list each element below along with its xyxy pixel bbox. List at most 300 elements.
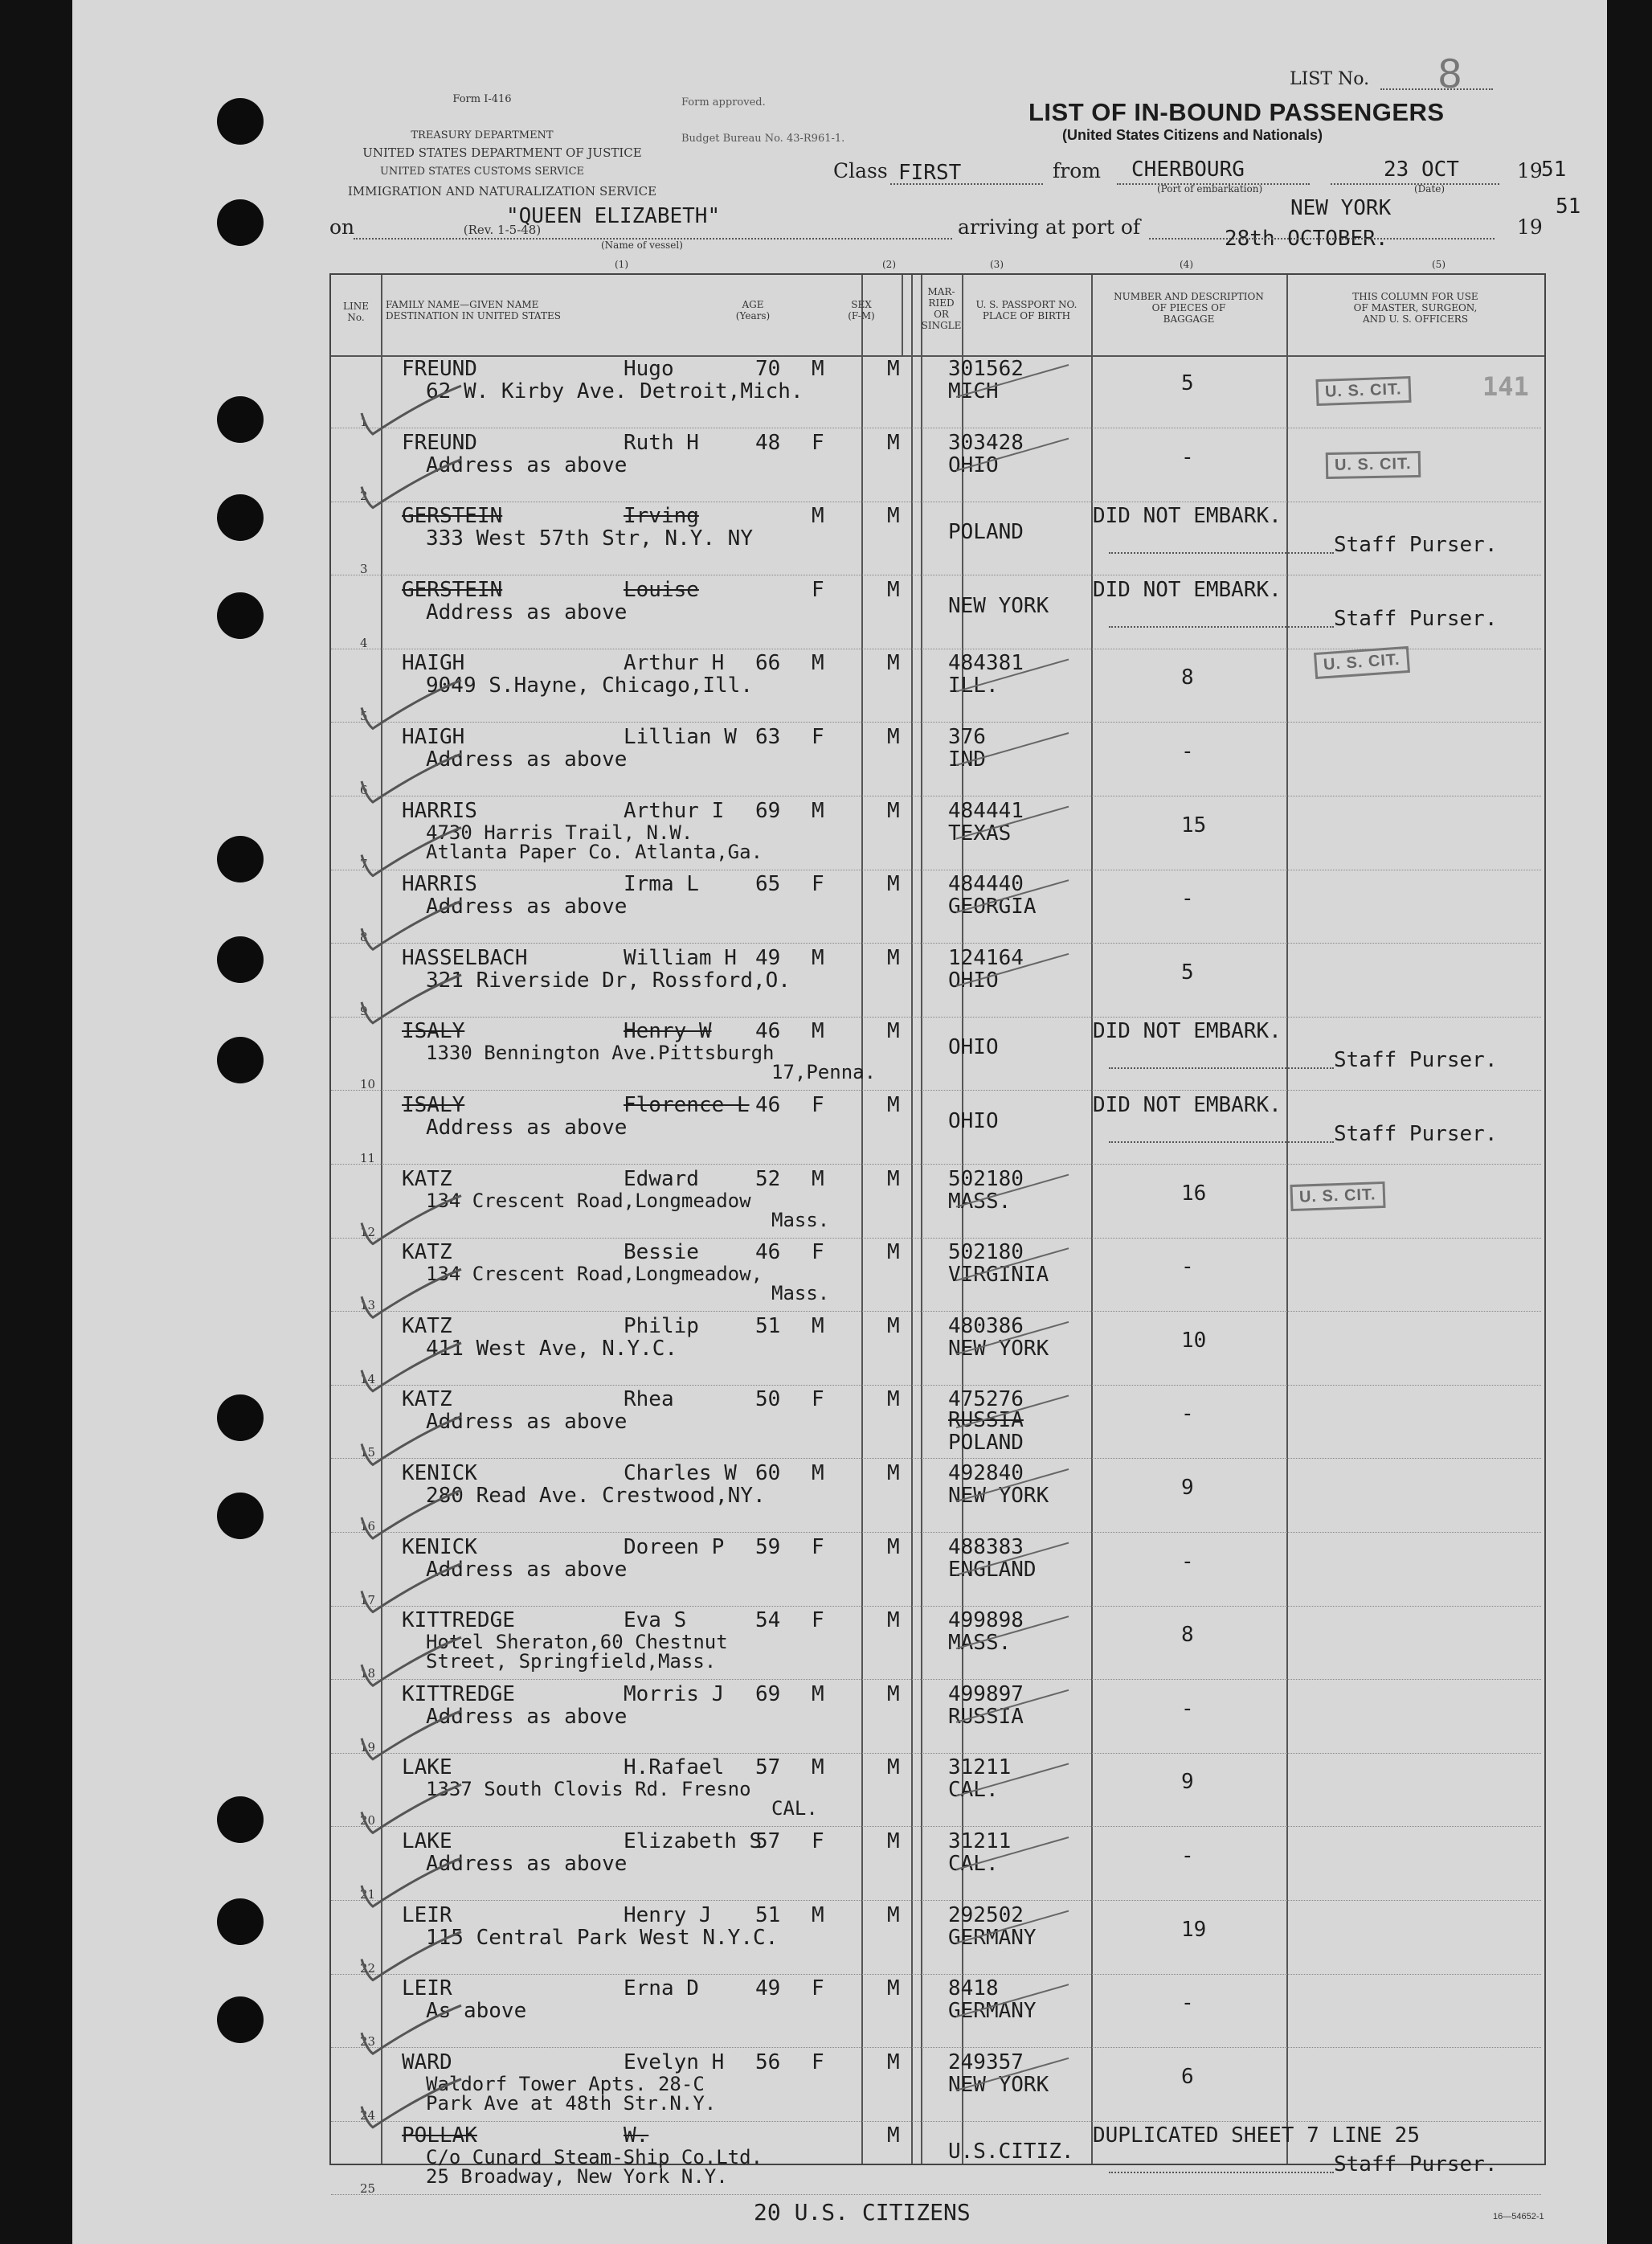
passenger-sex: M (812, 1313, 824, 1338)
line-number: 20 (360, 1813, 376, 1828)
passport-check-mark (956, 365, 1069, 397)
customs-label: UNITED STATES CUSTOMS SERVICE (379, 166, 585, 178)
list-no-label: LIST No. (1290, 69, 1370, 89)
passport-check-mark (956, 1395, 1069, 1427)
baggage-count: 15 (1181, 813, 1207, 837)
date-caption: (Date) (1414, 183, 1446, 195)
passport-number: 499897 (948, 1681, 1024, 1706)
destination-address: Park Ave at 48th Str.N.Y. (426, 2091, 717, 2115)
passenger-given-name: Florence L (624, 1093, 750, 1117)
col-num-5: (5) (1432, 259, 1446, 270)
passenger-given-name: Arthur H (624, 651, 725, 676)
passenger-married: M (887, 651, 900, 676)
passenger-married: M (887, 577, 900, 602)
passenger-surname: KATZ (402, 1313, 452, 1338)
passport-check-mark (956, 1763, 1069, 1796)
passenger-surname: GERSTEIN (402, 504, 503, 529)
check-mark (362, 1932, 461, 1980)
passenger-married: M (887, 1313, 900, 1338)
passenger-given-name: Arthur I (624, 798, 725, 823)
check-mark (362, 1196, 461, 1244)
check-mark (362, 460, 461, 508)
passenger-sex: F (812, 1829, 824, 1853)
passenger-given-name: Eva S (624, 1608, 687, 1633)
passport-check-mark (956, 733, 1069, 765)
passenger-age: 59 (755, 1534, 781, 1559)
passenger-given-name: Philip (624, 1313, 699, 1338)
destination-address: 411 West Ave, N.Y.C. (426, 1336, 678, 1361)
line-number: 13 (360, 1298, 376, 1313)
check-mark (362, 1784, 461, 1832)
destination-address: Address as above (426, 1410, 628, 1435)
col-header-sex: SEX (F-M) (848, 299, 875, 321)
staff-purser-signature: Staff Purser. (1334, 1048, 1498, 1073)
passport-check-mark (956, 880, 1069, 912)
line-number: 23 (360, 2034, 376, 2049)
passenger-sex: M (812, 1681, 824, 1706)
baggage-count: - (1181, 887, 1194, 911)
passenger-given-name: Lillian W (624, 725, 737, 749)
passport-check-mark (956, 439, 1069, 471)
passenger-married: M (887, 872, 900, 897)
birth-place: GERMANY (948, 1999, 1037, 2024)
arrival-port: NEW YORK (1290, 196, 1392, 220)
passenger-given-name: Ruth H (624, 430, 699, 455)
passenger-surname: KENICK (402, 1534, 477, 1559)
check-mark (362, 680, 461, 728)
passport-number: 124164 (948, 945, 1024, 970)
destination-address: Address as above (426, 1852, 628, 1876)
year-prefix: 19 (1517, 159, 1543, 182)
birth-place: OHIO (948, 1035, 999, 1060)
birth-place: U.S.CITIZ. (948, 2140, 1074, 2164)
passenger-surname: FREUND (402, 357, 477, 381)
form-number: Form I-416 (452, 93, 512, 105)
birth-place: NEW YORK (948, 2072, 1049, 2097)
passenger-surname: KATZ (402, 1387, 452, 1412)
passenger-married: M (887, 1534, 900, 1559)
destination-address: 321 Riverside Dr, Rossford,O. (426, 968, 791, 993)
birth-place: RUSSIA (948, 1704, 1024, 1729)
embark-note: DID NOT EMBARK. (1093, 504, 1282, 529)
passenger-married: M (887, 1093, 900, 1117)
passenger-married: M (887, 357, 900, 381)
check-mark (362, 1269, 461, 1317)
line-number: 24 (360, 2107, 376, 2123)
birth-place: GERMANY (948, 1925, 1037, 1950)
birth-place: MASS. (948, 1189, 1012, 1214)
birth-place: NEW YORK (948, 1484, 1049, 1508)
passenger-married: M (887, 1240, 900, 1265)
passenger-age: 50 (755, 1387, 781, 1412)
birth-place: NEW YORK (948, 593, 1049, 618)
baggage-count: 8 (1181, 665, 1194, 690)
embark-note: DUPLICATED SHEET 7 LINE 25 (1093, 2123, 1420, 2148)
list-title: LIST OF IN-BOUND PASSENGERS (1028, 98, 1445, 126)
check-mark (362, 901, 461, 949)
passenger-married: M (887, 2049, 900, 2074)
baggage-count: - (1181, 1991, 1194, 2016)
check-mark (362, 2005, 461, 2054)
passenger-sex: F (812, 577, 824, 602)
destination-address: Atlanta Paper Co. Atlanta,Ga. (426, 840, 763, 863)
birth-place: NEW YORK (948, 1336, 1049, 1361)
passport-number: 301562 (948, 357, 1024, 381)
passenger-age: 51 (755, 1313, 781, 1338)
destination-address: 17,Penna. (771, 1061, 877, 1084)
passenger-given-name: Elizabeth S (624, 1829, 763, 1853)
passenger-surname: HAIGH (402, 725, 465, 749)
passenger-age: 60 (755, 1461, 781, 1485)
passenger-age: 69 (755, 798, 781, 823)
passport-number: 484440 (948, 872, 1024, 897)
destination-address: CAL. (771, 1797, 818, 1820)
destination-address: Address as above (426, 1704, 628, 1729)
passenger-age: 52 (755, 1166, 781, 1191)
passenger-surname: WARD (402, 2049, 452, 2074)
birth-place-struck: RUSSIA (948, 1408, 1024, 1433)
birth-place: IND (948, 747, 986, 772)
passenger-sex: F (812, 2049, 824, 2074)
arrival-date: 28th OCTOBER. (1225, 227, 1388, 251)
birth-place: GEORGIA (948, 895, 1037, 919)
passport-number: 31211 (948, 1755, 1012, 1780)
total-citizens: 20 U.S. CITIZENS (754, 2199, 971, 2226)
check-mark (362, 1637, 461, 1685)
passenger-age: 63 (755, 725, 781, 749)
passport-check-mark (956, 659, 1069, 691)
passenger-sex: F (812, 430, 824, 455)
passenger-surname: LAKE (402, 1755, 452, 1780)
passenger-sex: M (812, 1166, 824, 1191)
passenger-given-name: H.Rafael (624, 1755, 725, 1780)
destination-address: 134 Crescent Road,Longmeadow (426, 1189, 751, 1212)
col-header-name: FAMILY NAME—GIVEN NAME DESTINATION IN UNITED STATES (386, 299, 561, 321)
budget-bureau-line: Budget Bureau No. 43-R961-1. (681, 133, 845, 145)
baggage-count: - (1181, 444, 1194, 469)
from-label: from (1053, 159, 1101, 182)
passport-number: 502180 (948, 1240, 1024, 1265)
year-value: 51 (1541, 158, 1567, 182)
vessel-name: "QUEEN ELIZABETH" (506, 204, 721, 228)
baggage-count: - (1181, 1255, 1194, 1280)
check-mark (362, 828, 461, 876)
passenger-surname: HARRIS (402, 798, 477, 823)
destination-address: Address as above (426, 747, 628, 772)
passport-check-mark (956, 1322, 1069, 1354)
passenger-sex: M (812, 651, 824, 676)
passport-number: 31211 (948, 1829, 1012, 1853)
approval-line: Form approved. (681, 96, 766, 109)
line-number: 7 (360, 856, 368, 871)
passenger-married: M (887, 1387, 900, 1412)
line-number: 6 (360, 783, 368, 797)
destination-address: 1337 South Clovis Rd. Fresno (426, 1778, 751, 1801)
line-number: 21 (360, 1887, 376, 1902)
passenger-age: 49 (755, 945, 781, 970)
passenger-age: 46 (755, 1240, 781, 1265)
passenger-married: M (887, 2123, 900, 2148)
baggage-count: - (1181, 1549, 1194, 1574)
line-number: 11 (360, 1151, 376, 1165)
us-cit-stamp: U. S. CIT. (1326, 451, 1421, 479)
destination-address: 25 Broadway, New York N.Y. (426, 2165, 728, 2189)
passenger-age: 49 (755, 1976, 781, 2001)
passenger-married: M (887, 1902, 900, 1927)
passenger-age: 56 (755, 2049, 781, 2074)
baggage-count: 19 (1181, 1917, 1207, 1942)
passport-check-mark (956, 2058, 1069, 2090)
passenger-age: 57 (755, 1755, 781, 1780)
passenger-age: 51 (755, 1902, 781, 1927)
destination-address: 333 West 57th Str, N.Y. NY (426, 526, 753, 551)
revision-label: (Rev. 1-5-48) (463, 223, 542, 237)
staff-purser-signature: Staff Purser. (1334, 533, 1498, 558)
passenger-age: 70 (755, 357, 781, 381)
passenger-married: M (887, 1019, 900, 1044)
passenger-surname: POLLAK (402, 2123, 477, 2148)
passport-check-mark (956, 1837, 1069, 1869)
line-number: 2 (360, 488, 368, 503)
birth-place: CAL. (948, 1778, 999, 1803)
passenger-married: M (887, 1681, 900, 1706)
passport-number: 376 (948, 725, 986, 749)
passport-number: 484381 (948, 651, 1024, 676)
passenger-sex: F (812, 1240, 824, 1265)
ins-label: IMMIGRATION AND NATURALIZATION SERVICE (347, 184, 657, 199)
passenger-married: M (887, 1461, 900, 1485)
passport-number: 8418 (948, 1976, 999, 2001)
destination-address: Address as above (426, 1557, 628, 1582)
destination-address: 9049 S.Hayne, Chicago,Ill. (426, 674, 753, 698)
passenger-given-name: Hugo (624, 357, 674, 381)
passenger-surname: LAKE (402, 1829, 452, 1853)
line-number: 18 (360, 1666, 376, 1681)
list-subtitle: (United States Citizens and Nationals) (1062, 127, 1323, 143)
passport-check-mark (956, 807, 1069, 839)
destination-address: 4730 Harris Trail, N.W. (426, 821, 693, 844)
check-mark (362, 2079, 461, 2127)
passport-check-mark (956, 954, 1069, 986)
staff-purser-signature: Staff Purser. (1334, 2152, 1498, 2177)
destination-address: Address as above (426, 600, 628, 624)
passenger-given-name: Bessie (624, 1240, 699, 1265)
us-cit-stamp: U. S. CIT. (1315, 376, 1411, 406)
line-number: 1 (360, 415, 368, 429)
passenger-sex: F (812, 1093, 824, 1117)
passenger-given-name: Irma L (624, 872, 699, 897)
passport-check-mark (956, 1911, 1069, 1943)
destination-address: Mass. (771, 1282, 830, 1305)
justice-label: UNITED STATES DEPARTMENT OF JUSTICE (362, 145, 642, 160)
passenger-surname: KATZ (402, 1240, 452, 1265)
birth-place: CAL. (948, 1852, 999, 1876)
passenger-given-name: Morris J (624, 1681, 725, 1706)
baggage-count: 9 (1181, 1476, 1194, 1500)
passenger-sex: M (812, 798, 824, 823)
birth-place: ENGLAND (948, 1557, 1037, 1582)
col-num-2: (2) (882, 259, 896, 270)
passport-check-mark (956, 1543, 1069, 1575)
passenger-married: M (887, 430, 900, 455)
passport-number: 502180 (948, 1166, 1024, 1191)
col-header-baggage: NUMBER AND DESCRIPTION OF PIECES OF BAGGAGE (1114, 291, 1264, 325)
form-code: 16—54652-1 (1493, 2212, 1544, 2221)
us-cit-stamp: U. S. CIT. (1314, 646, 1410, 679)
check-mark (362, 1711, 461, 1759)
passenger-married: M (887, 1976, 900, 2001)
passenger-married: M (887, 725, 900, 749)
passport-check-mark (956, 1175, 1069, 1207)
check-mark (362, 975, 461, 1023)
passenger-given-name: Evelyn H (624, 2049, 725, 2074)
passenger-married: M (887, 1166, 900, 1191)
passenger-married: M (887, 1829, 900, 1853)
birth-place: OHIO (948, 968, 999, 993)
on-label: on (329, 215, 355, 239)
line-number: 9 (360, 1003, 368, 1018)
line-number: 4 (360, 635, 368, 650)
passenger-age: 48 (755, 430, 781, 455)
passenger-age: 57 (755, 1829, 781, 1853)
passenger-given-name: W. (624, 2123, 649, 2148)
passenger-surname: FREUND (402, 430, 477, 455)
destination-address: 280 Read Ave. Crestwood,NY. (426, 1484, 766, 1508)
passenger-surname: LEIR (402, 1902, 452, 1927)
col-header-officers: THIS COLUMN FOR USE OF MASTER, SURGEON, AND U. S. OFFICERS (1352, 291, 1478, 325)
passport-number: 488383 (948, 1534, 1024, 1559)
date-value: 23 OCT (1384, 158, 1459, 182)
passport-number: 249357 (948, 2049, 1024, 2074)
col-header-married: MAR- RIED OR SINGLE (921, 286, 962, 331)
line-number: 12 (360, 1224, 376, 1239)
destination-address: 134 Crescent Road,Longmeadow, (426, 1263, 763, 1286)
staff-purser-signature: Staff Purser. (1334, 1122, 1498, 1146)
passenger-age: 46 (755, 1019, 781, 1044)
baggage-count: 5 (1181, 371, 1194, 395)
baggage-count: 16 (1181, 1181, 1207, 1206)
line-number: 3 (360, 562, 368, 577)
baggage-count: - (1181, 1696, 1194, 1721)
line-number: 16 (360, 1519, 376, 1534)
baggage-count: 5 (1181, 960, 1194, 985)
destination-address: 1330 Bennington Ave.Pittsburgh (426, 1042, 775, 1065)
passenger-given-name: Rhea (624, 1387, 674, 1412)
passenger-sex: M (812, 1461, 824, 1485)
line-number: 19 (360, 1739, 376, 1755)
passenger-given-name: Charles W (624, 1461, 737, 1485)
birth-place: MICH (948, 379, 999, 403)
passenger-sex: M (812, 357, 824, 381)
col-header-age: AGE (Years) (735, 299, 771, 321)
embark-note: DID NOT EMBARK. (1093, 1093, 1282, 1117)
embark-note: DID NOT EMBARK. (1093, 1019, 1282, 1044)
birth-place: POLAND (948, 1431, 1024, 1456)
passport-check-mark (956, 1616, 1069, 1648)
birth-place: TEXAS (948, 821, 1012, 846)
baggage-count: - (1181, 739, 1194, 764)
birth-place: ILL. (948, 674, 999, 698)
birth-place: MASS. (948, 1631, 1012, 1656)
destination-address: 115 Central Park West N.Y.C. (426, 1925, 779, 1950)
passenger-given-name: Erna D (624, 1976, 699, 2001)
passport-number: 292502 (948, 1902, 1024, 1927)
passport-number: 480386 (948, 1313, 1024, 1338)
birth-place: OHIO (948, 1109, 999, 1133)
line-number: 17 (360, 1592, 376, 1607)
passenger-sex: F (812, 1387, 824, 1412)
arrival-year: 51 (1556, 195, 1581, 219)
destination-address: Waldorf Tower Apts. 28-C (426, 2072, 705, 2095)
baggage-count: 10 (1181, 1328, 1207, 1353)
vessel-caption: (Name of vessel) (601, 240, 683, 251)
line-number: 15 (360, 1445, 376, 1460)
destination-address: Hotel Sheraton,60 Chestnut (426, 1631, 728, 1654)
passport-check-mark (956, 1469, 1069, 1501)
passenger-age: 69 (755, 1681, 781, 1706)
passenger-given-name: Henry W (624, 1019, 712, 1044)
baggage-count: - (1181, 1402, 1194, 1427)
passenger-sex: M (812, 1755, 824, 1780)
passenger-surname: KATZ (402, 1166, 452, 1191)
passenger-sex: F (812, 872, 824, 897)
passenger-sex: M (812, 1019, 824, 1044)
passenger-surname: ISALY (402, 1093, 465, 1117)
passport-number: 475276 (948, 1387, 1024, 1412)
passport-check-mark (956, 1690, 1069, 1722)
class-value: FIRST (898, 161, 962, 185)
check-mark (362, 1343, 461, 1391)
col-num-4: (4) (1180, 259, 1193, 270)
passport-number: 303428 (948, 430, 1024, 455)
baggage-count: 8 (1181, 1623, 1194, 1648)
passenger-surname: LEIR (402, 1976, 452, 2001)
passenger-surname: HARRIS (402, 872, 477, 897)
margin-number: 141 (1482, 371, 1529, 402)
line-number: 22 (360, 1960, 376, 1976)
destination-address: Mass. (771, 1208, 830, 1231)
passport-number: 484441 (948, 798, 1024, 823)
passenger-surname: KITTREDGE (402, 1681, 515, 1706)
birth-place: OHIO (948, 452, 999, 477)
destination-address: Address as above (426, 895, 628, 919)
col-num-3: (3) (990, 259, 1004, 270)
passenger-age: 65 (755, 872, 781, 897)
passport-number: 492840 (948, 1461, 1024, 1485)
destination-address: 62 W. Kirby Ave. Detroit,Mich. (426, 379, 804, 403)
arriving-label: arriving at port of (958, 215, 1141, 239)
staff-purser-signature: Staff Purser. (1334, 606, 1498, 631)
passenger-sex: F (812, 1976, 824, 2001)
birth-place: POLAND (948, 520, 1024, 545)
passenger-sex: F (812, 1534, 824, 1559)
list-no-value: 8 (1438, 51, 1462, 97)
baggage-count: - (1181, 1844, 1194, 1868)
passport-check-mark (956, 1984, 1069, 2017)
passenger-surname: ISALY (402, 1019, 465, 1044)
check-mark (362, 1490, 461, 1538)
passenger-given-name: Doreen P (624, 1534, 725, 1559)
check-mark (362, 754, 461, 802)
passport-check-mark (956, 1248, 1069, 1280)
line-number: 10 (360, 1077, 376, 1092)
passenger-sex: F (812, 1608, 824, 1633)
check-mark (362, 1564, 461, 1612)
baggage-count: 6 (1181, 2064, 1194, 2089)
passenger-sex: M (812, 1902, 824, 1927)
destination-address: C/o Cunard Steam-Ship Co.Ltd. (426, 2146, 763, 2169)
destination-address: Street, Springfield,Mass. (426, 1650, 717, 1673)
